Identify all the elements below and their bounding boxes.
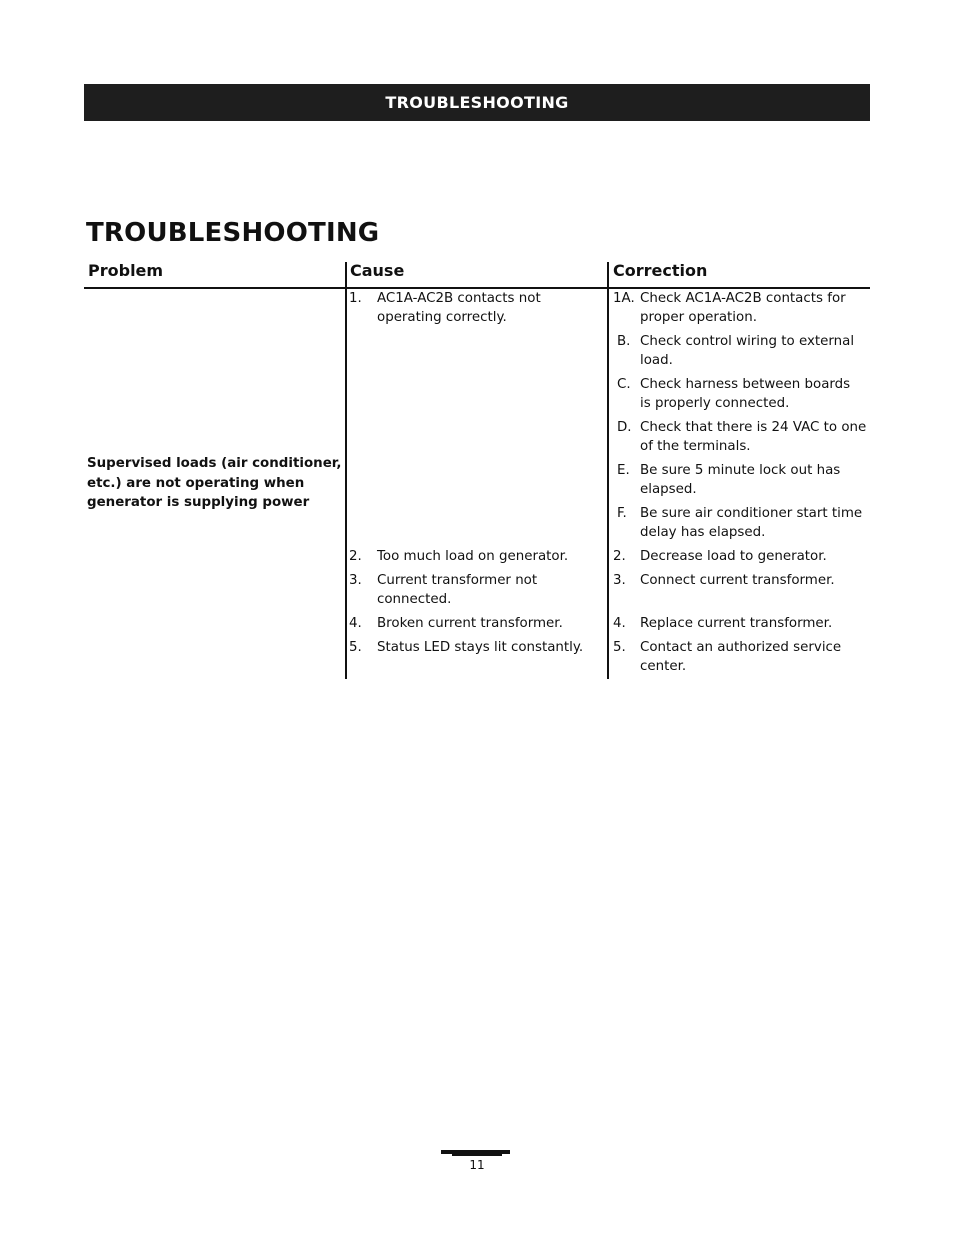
correction-text: Check control wiring to external load. [640,334,855,368]
page-title: TROUBLESHOOTING [86,218,380,248]
section-header-title: TROUBLESHOOTING [385,93,569,112]
correction-number: F. [617,506,627,521]
correction-number: 4. [613,616,626,631]
problem-description: Supervised loads (air conditioner, etc.) are not operating when generator is supplying power [87,456,342,510]
column-header-problem: Problem [88,261,164,280]
correction-number: 5. [613,640,626,655]
cause-number: 3. [349,573,362,588]
correction-text: Replace current transformer. [640,616,833,631]
correction-text: Check AC1A-AC2B contacts for proper operation. [640,291,846,325]
correction-number: D. [617,420,632,435]
correction-number: 3. [613,573,626,588]
correction-text: Check harness between boards is properly connected. [640,377,851,411]
cause-text: Current transformer not connected. [377,573,538,607]
cause-text: Broken current transformer. [377,616,563,631]
correction-text: Be sure air conditioner start time delay has elapsed. [640,506,863,540]
cause-number: 5. [349,640,362,655]
section-header-bar [84,84,870,121]
correction-number: C. [617,377,631,392]
cause-number: 1. [349,291,362,306]
column-header-cause: Cause [350,261,405,280]
cause-number: 2. [349,549,362,564]
cause-text: AC1A-AC2B contacts not operating correctly. [377,291,541,325]
correction-number: 2. [613,549,626,564]
correction-number: B. [617,334,631,349]
correction-text: Connect current transformer. [640,573,835,588]
correction-number: 1A. [613,291,635,306]
column-divider-cause [345,262,347,679]
footer-rule-inner [452,1154,502,1156]
column-header-correction: Correction [613,261,708,280]
correction-text: Contact an authorized service center. [640,640,842,674]
correction-text: Decrease load to generator. [640,549,827,564]
cause-number: 4. [349,616,362,631]
correction-text: Check that there is 24 VAC to one of the terminals. [640,420,867,454]
cause-text: Status LED stays lit constantly. [377,640,584,655]
page-number: 11 [469,1158,485,1172]
column-divider-correction [607,262,609,679]
correction-text: Be sure 5 minute lock out has elapsed. [640,463,841,497]
correction-number: E. [617,463,630,478]
cause-text: Too much load on generator. [377,549,569,564]
